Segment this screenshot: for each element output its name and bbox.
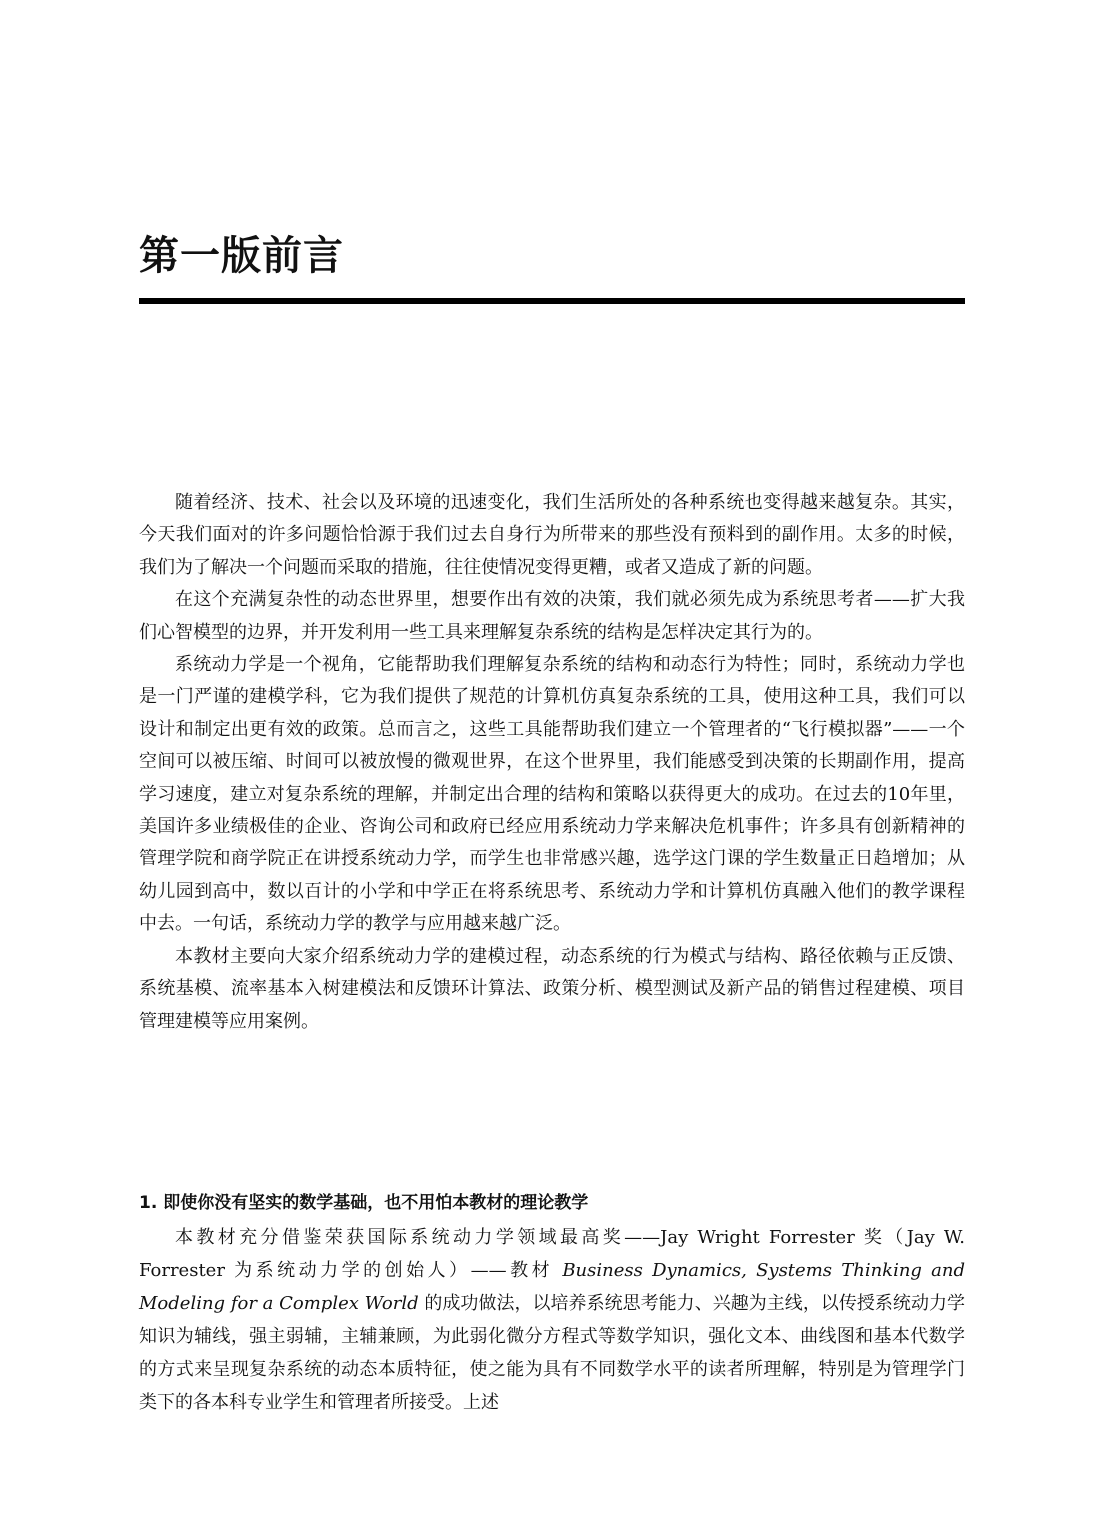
section-1-heading: 1. 即使你没有坚实的数学基础，也不用怕本教材的理论教学 xyxy=(139,1193,589,1213)
section-1-body xyxy=(139,1221,965,1419)
book-title: Business Dynamics, Systems Thinking and Modeling for a Complex World xyxy=(139,1260,966,1314)
intro-paragraph-3: 系统动力学是一个视角，它能帮助我们理解复杂系统的结构和动态行为特性；同时，系统动力学也是一门严谨的建模学科，它为我们提供了规范的计算机仿真复杂系统的工具，使用这种工具，我们可以设计和制定出更有效的政策。总而言之，这些工具能帮助我们建立一个管理者的“飞行模拟器”——一个空间可以被压缩、时间可以被放慢的微观世界，在这个世界里，我们能感受到决策的长期副作用，提高学习速度，建立对复杂系统的理解，并制定出合理的结构和策略以获得更大的成功。在过去的10年里，美国许多业绩极佳的企业、咨询公司和政府已经应用系统动力学来解决危机事件；许多具有创新精神的管理学院和商学院正在讲授系统动力学，而学生也非常感兴趣，选学这门课的学生数量正日趋增加；从幼儿园到高中，数以百计的小学和中学正在将系统思考、系统动力学和计算机仿真融入他们的教学课程中去。一句话，系统动力学的教学与应用越来越广泛。 xyxy=(139,654,965,935)
section-1-paragraph xyxy=(139,1221,965,1419)
section-1-text-after-title: 的成功做法，以培养系统思考能力、兴趣为主线，以传授系统动力学知识为辅线，强主弱辅，主辅兼顾，为此弱化微分方程式等数学知识，强化文本、曲线图和基本代数学的方式来呈现复杂系统的动态本质特征，使之能为具有不同数学水平的读者所理解，特别是为管理学门类下的各本科专业学生和管理者所接受。上述 xyxy=(139,1293,965,1413)
section-1-text-before-title: 本教材充分借鉴荣获国际系统动力学领域最高奖——Jay Wright Forrester 奖（Jay W. Forrester 为系统动力学的创始人）——教材 xyxy=(139,1227,965,1281)
title-rule xyxy=(139,298,965,304)
intro-paragraph-4: 本教材主要向大家介绍系统动力学的建模过程，动态系统的行为模式与结构、路径依赖与正反馈、系统基模、流率基本入树建模法和反馈环计算法、政策分析、模型测试及新产品的销售过程建模、项目管理建模等应用案例。 xyxy=(139,945,965,1032)
intro-paragraph-2: 在这个充满复杂性的动态世界里，想要作出有效的决策，我们就必须先成为系统思考者——扩大我们心智模型的边界，并开发利用一些工具来理解复杂系统的结构是怎样决定其行为的。 xyxy=(139,589,965,643)
chapter-title: 第一版前言 xyxy=(139,232,344,279)
intro-text xyxy=(139,487,965,1038)
intro-paragraph-1: 随着经济、技术、社会以及环境的迅速变化，我们生活所处的各种系统也变得越来越复杂。其实，今天我们面对的许多问题恰恰源于我们过去自身行为所带来的那些没有预料到的副作用。太多的时候，我们为了解决一个问题而采取的措施，往往使情况变得更糟，或者又造成了新的问题。 xyxy=(139,492,965,578)
